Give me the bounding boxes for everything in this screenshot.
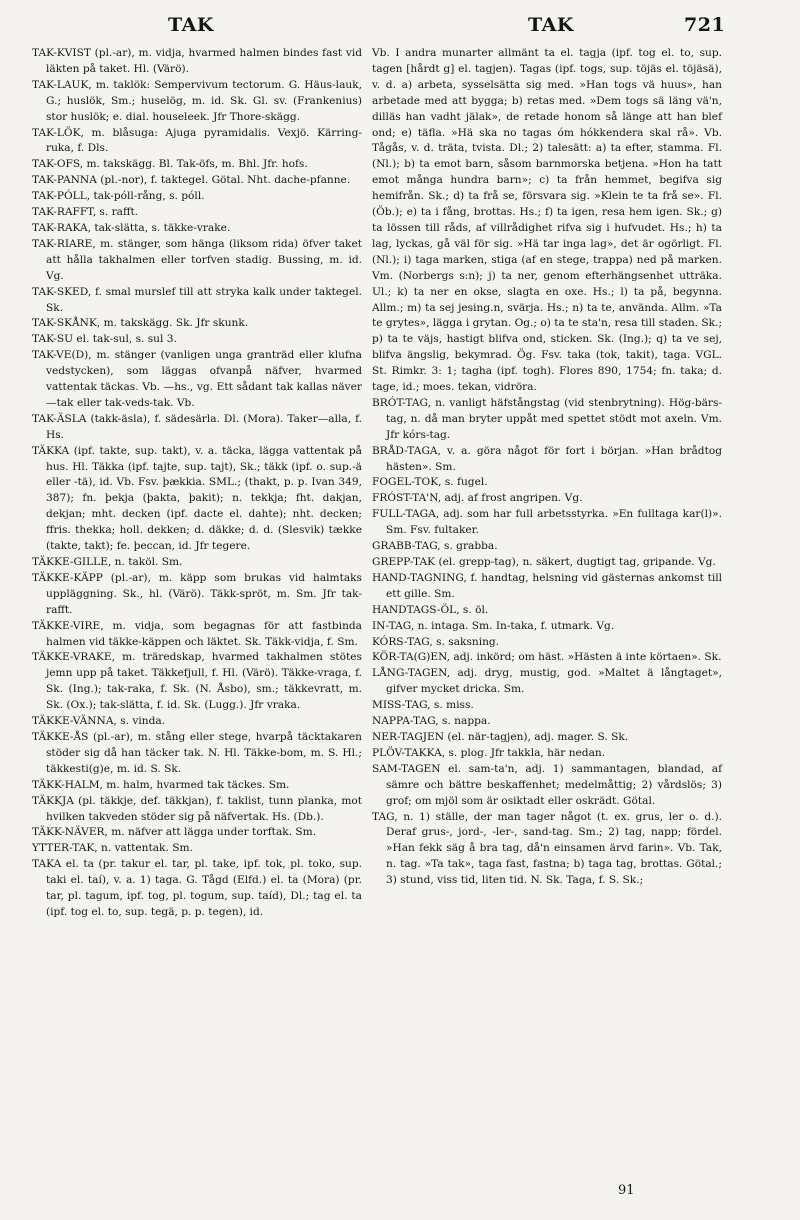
dictionary-entry: TAK-SU el. tak-sul, s. sul 3. <box>32 333 177 346</box>
continued-entry-text: Vb. I andra munarter allmänt ta el. tagja (ipf. tog el. to, sup. tagen [hårdt g] el. tagjen). Tagas (ipf. togs, sup. töjäs el. töjäsä), v. d. a) arbeta, sysselsätta sig med. »Han togs vä huus», han arbetade med att bygga; b) retas med. »Dem togs sä läng vä'n, dilläs han vadht jälak», de retade honom så länge att han blef ond; e) täfla. »Hä ska no tagas óm hókkendera skal rå». Vb. Tågås, v. d. träta, tvista. Dl.; 2) talesätt: a) ta efter, stamma. Fl. (Nl.); b) ta emot barn, såsom barnmorska betjena. »Hon ha tatt emot många hundra barn»; c) ta från hemmet, begifva sig hemifrån. Sk.; d) ta frå se, försvara sig. »Klein te ta frå se». Fl. (Öb.); e) ta i fång, brottas. Hs.; f) ta igen, resa hem igen. Sk.; g) ta lössen till råds, af villrådighet rifva sig i hufvudet. Hs.; h) ta lag, lyckas, gå väl för sig. »Hä tar inga lag», det är ogörligt. Fl. (Nl.); i) taga marken, stiga (af en stege, trappa) ned på marken. Vm. (Norbergs s:n); j) ta ner, genom efterhängsenhet utträka. Ul.; k) ta ner en okse, slagta en oxe. Hs.; l) ta på, begynna. Allm.; m) ta sej jesing.n, svärja. Hs.; n) ta te, använda. Allm. »Ta te grytes», lägga i grytan. Og.; o) ta te sta'n, resa till staden. Sk.; p) ta te väjs, hastigt blifva ond, sticken. Sk. (Ing.); q) ta ve sej, blifva ängslig, bekymrad. Ög. Fsv. taka (tok, takit), taga. VGL. St. Rimkr. 3: 1; tagha (ipf. togh). Flores 890, 1754; fn. taka; d. tage, id.; moes. tekan, vidröra. <box>372 47 723 394</box>
dictionary-entry: FULL-TAGA, adj. som har full arbetsstyrka. »En fulltaga kar(l)». Sm. Fsv. fultaker. <box>372 508 722 537</box>
right-column-entries <box>372 396 722 889</box>
dictionary-entry: TÄKK-NÄVER, m. näfver att lägga under torftak. Sm. <box>32 826 317 839</box>
dictionary-entry: TAK-LAUK, m. taklök: Sempervivum tectorum. G. Häus-lauk, G.; huslök, Sm.; huselög, m. id. Sk. Gl. sv. (Frankenius) stor huslök; e. dial. houseleek. Jfr Thore-skägg. <box>32 78 362 123</box>
dictionary-entry: TAK-RAKA, tak-slätta, s. täkke-vrake. <box>32 221 231 234</box>
dictionary-entry: TAK-PÓLL, tak-póll-rång, s. póll. <box>32 190 205 203</box>
dictionary-entry: TAK-RAFFT, s. rafft. <box>32 206 139 219</box>
dictionary-entry: HAND-TAGNING, f. handtag, helsning vid gästernas ankomst till ett gille. Sm. <box>372 571 722 600</box>
page-number: 721 <box>684 14 726 36</box>
dictionary-entry: SAM-TAGEN el. sam-ta'n, adj. 1) sammantagen, blandad, af sämre och bättre beskaffenhet; medelmåttig; 2) vårdslös; 3) grof; om mjöl som är osiktadt eller oskrädt. Götal. <box>372 762 722 807</box>
dictionary-entry: NAPPA-TAG, s. nappa. <box>372 715 491 728</box>
dictionary-entry: TÄKKA (ipf. takte, sup. takt), v. a. täcka, lägga vattentak på hus. Hl. Täkka (ipf. tajte, sup. tajt), Sk.; täkk (ipf. o. sup.-ä eller -tä), id. Vb. Fsv. þækkia. SML.; (thakt, p. p. Ivan 349, 387); fn. þekja (þakta, þakit); n. tekkja; fht. dakjan, dekjan; mht. decken (ipf. dacte el. dahte); nht. decken; ffris. thekka; holl. dekken; d. däkke; d. d. (Slesvik) tække (takte, takt); fe. þeccan, id. Jfr tegere. <box>32 444 362 553</box>
dictionary-entry: TAK-PANNA (pl.-nor), f. taktegel. Götal. Nht. dache-pfanne. <box>32 174 351 187</box>
dictionary-entry: TÄKKE-KÄPP (pl.-ar), m. käpp som brukas vid halmtaks uppläggning. Sk., hl. (Värö). Täkk-spröt, m. Sm. Jfr tak-rafft. <box>32 571 362 616</box>
dictionary-entry: BRÅD-TAGA, v. a. göra något för fort i början. »Han brådtog hästen». Sm. <box>372 444 722 473</box>
dictionary-entry: TÄKKE-VRAKE, m. träredskap, hvarmed takhalmen stötes jemn upp på taket. Täkkefjull, f. Hl. (Värö). Täkke-vraga, f. Sk. (Ing.); tak-raka, f. Sk. (N. Åsbo), sm.; täkkevratt, m. Sk. (Ox.); tak-slätta, f. id. Sk. (Lugg.). Jfr vraka. <box>32 651 362 712</box>
folio-number: 91 <box>618 1183 635 1198</box>
dictionary-entry: TÄKKE-VIRE, m. vidja, som begagnas för att fastbinda halmen vid täkke-käppen och läktet. Sk. Täkk-vidja, f. Sm. <box>32 619 362 648</box>
dictionary-entry: TAK-LÖK, m. blåsuga: Ajuga pyramidalis. Vexjö. Kärring-ruka, f. Dls. <box>32 126 362 155</box>
running-head-left: TAK <box>168 14 214 36</box>
dictionary-entry: KÓRS-TAG, s. saksning. <box>372 635 500 648</box>
dictionary-entry: YTTER-TAK, n. vattentak. Sm. <box>32 842 193 855</box>
dictionary-entry: TAK-KVIST (pl.-ar), m. vidja, hvarmed halmen bindes fast vid läkten på taket. Hl. (Värö). <box>32 47 362 75</box>
dictionary-entry: TAK-SKÅNK, m. takskägg. Sk. Jfr skunk. <box>32 317 249 330</box>
dictionary-entry: TAK-VE(D), m. stänger (vanligen unga granträd eller klufna vedstycken), som läggas ofvanpå näfver, hvarmed vattentak täckas. Vb. —hs., vg. Ett sådant tak kallas näver—tak eller tak-veds-tak. Vb. <box>32 349 362 409</box>
dictionary-entry: LÅNG-TAGEN, adj. dryg, mustig, god. »Maltet ä långtaget», gifver mycket dricka. Sm. <box>372 667 722 696</box>
dictionary-entry: TAKA el. ta (pr. takur el. tar, pl. take, ipf. tok, pl. toko, sup. taki el. taí), v. a. 1) taga. G. Tågd (Elfd.) el. ta (Mora) (pr. tar, pl. tagum, ipf. tog, pl. togum, sup. taíd), Dl.; tag el. ta (ipf. tog el. to, sup. tegä, p. p. tegen), id. <box>32 858 362 918</box>
dictionary-entry: NER-TAGJEN (el. när-tagjen), adj. mager. S. Sk. <box>372 730 629 743</box>
dictionary-entry: TAK-ÄSLA (takk-äsla), f. sädesärla. Dl. (Mora). Taker—alla, f. Hs. <box>32 412 362 441</box>
left-column <box>32 46 362 921</box>
dictionary-entry: TAK-SKED, f. smal murslef till att stryka kalk under taktegel. Sk. <box>32 285 362 314</box>
dictionary-entry: GREPP-TAK (el. grepp-tag), n. säkert, dugtigt tag, gripande. Vg. <box>372 556 716 568</box>
dictionary-entry: TÄKK-HALM, m. halm, hvarmed tak täckes. Sm. <box>32 778 290 791</box>
dictionary-entry: IN-TAG, n. intaga. Sm. In-taka, f. utmark. Vg. <box>372 619 615 632</box>
running-head-right: TAK <box>528 14 574 36</box>
right-column <box>372 46 722 889</box>
dictionary-entry: FOGEL-TOK, s. fugel. <box>372 476 488 489</box>
dictionary-entry: HANDTAGS-ÖL, s. öl. <box>372 603 489 616</box>
dictionary-entry: TÄKKE-VÄNNA, s. vinda. <box>32 715 166 728</box>
dictionary-entry: KÖR-TA(G)EN, adj. inkörd; om häst. »Hästen ä inte körtaen». Sk. <box>372 651 722 664</box>
dictionary-entry: TÄKKJA (pl. täkkje, def. täkkjan), f. taklist, tunn planka, mot hvilken takveden stöder sig på näfvertak. Hs. (Db.). <box>32 794 362 823</box>
dictionary-entry: TÄKKE-GILLE, n. taköl. Sm. <box>32 556 183 568</box>
dictionary-entry: TAK-RIARE, m. stänger, som hänga (liksom rida) öfver taket att hålla takhalmen eller torfven stadig. Bussing, m. id. Vg. <box>32 237 362 282</box>
dictionary-entry: FRÓST-TA'N, adj. af frost angripen. Vg. <box>372 492 583 505</box>
dictionary-entry: TAK-OFS, m. takskägg. Bl. Tak-öfs, m. Bhl. Jfr. hofs. <box>32 158 308 171</box>
dictionary-entry: MISS-TAG, s. miss. <box>372 699 474 712</box>
dictionary-entry: GRABB-TAG, s. grabba. <box>372 540 498 553</box>
dictionary-entry: TÄKKE-ÅS (pl.-ar), m. stång eller stege, hvarpå täcktakaren stöder sig då han täcker tak. N. Hl. Täkke-bom, m. S. Hl.; täkkesti(g)e, m. id. S. Sk. <box>32 730 362 775</box>
dictionary-entry: BRÓT-TAG, n. vanligt häfstångstag (vid stenbrytning). Hög-bärs-tag, n. då man bryter uppåt med spettet stödt mot axeln. Vm. Jfr kórs-tag. <box>372 396 722 441</box>
dictionary-entry: PLÖV-TAKKA, s. plog. Jfr takkla, här nedan. <box>372 746 606 759</box>
dictionary-entry: TAG, n. 1) ställe, der man tager något (t. ex. grus, ler o. d.). Deraf grus-, jord-, -ler-, sand-tag. Sm.; 2) tag, napp; fördel. »Han fekk säg å bra tag, då'n einsamen ärvd farin». Vb. Tak, n. tag. »Ta tak», taga fast, fastna; b) taga tag, brottas. Götal.; 3) stund, viss tid, liten tid. N. Sk. Taga, f. S. Sk.; <box>372 810 722 887</box>
